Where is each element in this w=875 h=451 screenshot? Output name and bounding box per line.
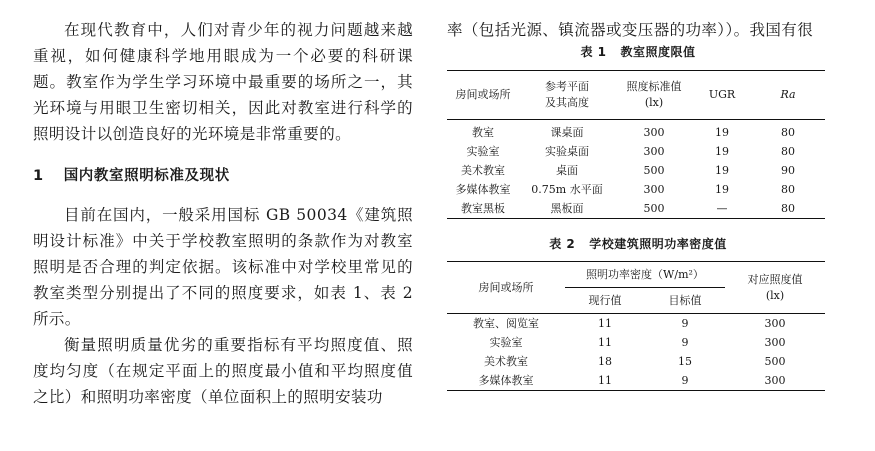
table1-title: 教室照度限值 — [620, 45, 696, 59]
t1-cell: 80 — [781, 126, 795, 139]
t2-header-lpd: 照明功率密度（W/m²） — [565, 262, 725, 288]
t2-cell: 9 — [681, 336, 689, 349]
t2-cell: 11 — [598, 317, 612, 330]
t1-header-plane-line1: 参考平面 — [545, 80, 589, 93]
t2-header-target: 目标值 — [645, 288, 725, 314]
t2-cell: 9 — [681, 317, 689, 330]
t1-cell: 0.75m 水平面 — [531, 183, 603, 196]
t1-header-lux-line1: 照度标准值 — [626, 80, 682, 93]
intro-paragraph: 在现代教育中，人们对青少年的视力问题越来越重视，如何健康科学地用眼成为一个必要的科研课题。教室作为学生学习环境中最重要的场所之一，其光环境与用眼卫生密切相关，因此对教室进行科学的照明设计以创造良好的光环境是非常重要的。 — [33, 21, 413, 143]
t1-cell: 80 — [781, 202, 795, 215]
t2-header-current: 现行值 — [565, 288, 645, 314]
section-title: 国内教室照明标准及现状 — [63, 168, 230, 184]
t1-cell: 19 — [715, 183, 729, 196]
t1-header-lux — [615, 71, 693, 120]
t1-cell: 300 — [643, 145, 665, 158]
t2-cell: 300 — [764, 317, 786, 330]
table2-title: 学校建筑照明功率密度值 — [589, 237, 727, 251]
t1-cell: 黑板面 — [550, 202, 584, 215]
table2-label: 表 2 — [549, 237, 576, 251]
table-row — [447, 161, 825, 180]
quality-paragraph: 衡量照明质量优劣的重要指标有平均照度值、照度均匀度（在规定平面上的照度最小值和平均照度值之比）和照明功率密度（单位面积上的照明安装功 — [33, 336, 413, 406]
t2-cell: 11 — [598, 374, 612, 387]
table-row — [447, 314, 825, 334]
t1-header-ra: Ra — [751, 71, 825, 120]
t2-cell: 9 — [681, 374, 689, 387]
t2-header-lux — [725, 262, 825, 314]
continued-text: 率（包括光源、镇流器或变压器的功率））。我国有很 — [447, 21, 814, 39]
table-row — [447, 180, 825, 199]
table-row — [447, 371, 825, 391]
table1-label: 表 1 — [580, 45, 607, 59]
t1-cell: 桌面 — [556, 164, 578, 177]
t1-cell: 实验桌面 — [545, 145, 589, 158]
t2-cell: 多媒体教室 — [478, 374, 534, 387]
table1-illuminance-limits — [447, 70, 825, 219]
t1-header-lux-line2: (lx) — [644, 96, 664, 109]
t2-cell: 实验室 — [489, 336, 523, 349]
section-heading — [33, 164, 413, 185]
t1-cell: 教室 — [472, 126, 494, 139]
table2-caption — [447, 235, 829, 252]
t1-cell: 90 — [781, 164, 795, 177]
table-row — [447, 333, 825, 352]
t2-cell: 18 — [598, 355, 612, 368]
t2-header-lux-line2: (lx) — [765, 288, 785, 302]
t1-cell: 19 — [715, 126, 729, 139]
t1-header-plane — [519, 71, 615, 120]
t1-header-ugr: UGR — [693, 71, 751, 120]
t2-cell: 300 — [764, 374, 786, 387]
t1-header-plane-line2: 及其高度 — [545, 96, 589, 109]
t2-header-room: 房间或场所 — [447, 262, 565, 314]
standards-paragraph: 目前在国内，一般采用国标 GB 50034《建筑照明设计标准》中关于学校教室照明的条款作为对教室照明是否合理的判定依据。该标准中对学校里常见的教室类型分别提出了不同的照度要求，如表 1、表 2 所示。 — [33, 206, 413, 328]
t1-cell: 500 — [643, 202, 665, 215]
table-row — [447, 142, 825, 161]
t2-cell: 15 — [678, 355, 692, 368]
right-column — [447, 17, 829, 391]
t1-cell: 教室黑板 — [461, 202, 505, 215]
t2-cell: 教室、阅览室 — [473, 317, 539, 330]
t2-cell: 500 — [764, 355, 786, 368]
t2-cell: 11 — [598, 336, 612, 349]
left-column — [33, 17, 413, 410]
table1-caption — [447, 43, 829, 60]
table-row — [447, 199, 825, 219]
t1-header-room: 房间或场所 — [447, 71, 519, 120]
t1-cell: 300 — [643, 126, 665, 139]
t2-cell: 美术教室 — [484, 355, 528, 368]
t1-cell: 80 — [781, 145, 795, 158]
t1-cell: 19 — [715, 145, 729, 158]
t2-header-lux-line1: 对应照度值 — [747, 272, 803, 286]
section-number: 1 — [33, 168, 44, 184]
t1-cell: 500 — [643, 164, 665, 177]
table2-lighting-power-density — [447, 261, 825, 391]
t1-cell: 课桌面 — [550, 126, 584, 139]
t1-cell: 80 — [781, 183, 795, 196]
t2-cell: 300 — [764, 336, 786, 349]
t1-cell: 多媒体教室 — [455, 183, 511, 196]
t1-cell: 19 — [715, 164, 729, 177]
t1-cell: 300 — [643, 183, 665, 196]
table-row — [447, 120, 825, 143]
t1-cell: — — [716, 202, 728, 215]
t1-cell: 实验室 — [466, 145, 500, 158]
table-row — [447, 352, 825, 371]
t1-cell: 美术教室 — [461, 164, 505, 177]
